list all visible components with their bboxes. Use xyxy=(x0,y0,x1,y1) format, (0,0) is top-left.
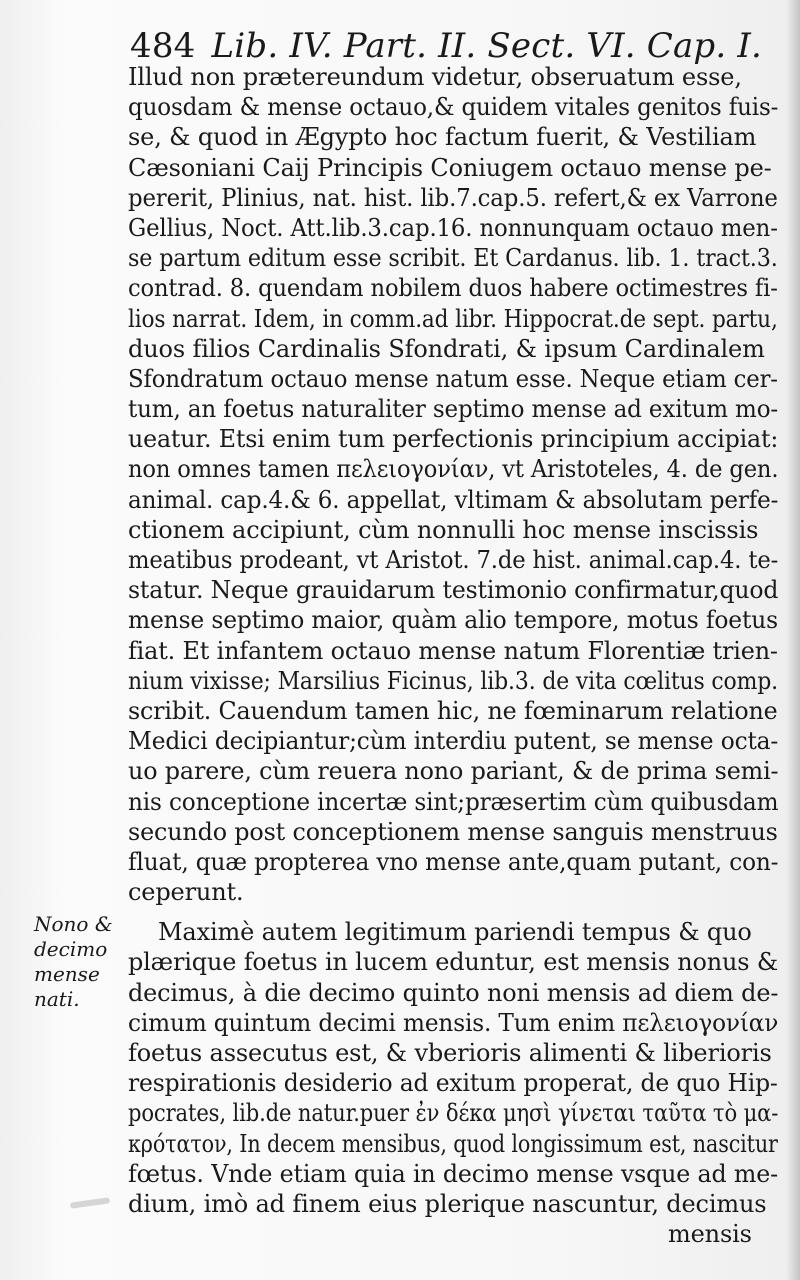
text-line: uo parere, cùm reuera nono pariant, & de prima semi- xyxy=(128,757,779,786)
margin-note xyxy=(34,912,134,1012)
text-line: fluat, quæ propterea vno mense ante,quam putant, con- xyxy=(128,847,779,876)
text-line: scribit. Cauendum tamen hic, ne fœminarum relatione xyxy=(128,696,778,725)
text-line: foetus assecutus est, & vberioris alimenti & liberioris xyxy=(128,1039,772,1067)
text-line: non omnes tamen πελειογονίαν, vt Aristoteles, 4. de gen. xyxy=(128,455,779,484)
paragraph-gap xyxy=(128,907,778,917)
text-line: statur. Neque grauidarum testimonio confirmatur,quod xyxy=(128,576,779,605)
text-line: Medici decipiantur;cùm interdiu putent, se mense octa- xyxy=(128,727,779,756)
text-line: κρότατον, In decem mensibus, quod longissimum est, nascitur xyxy=(128,1129,778,1158)
text-line: se, & quod in Ægypto hoc factum fuerit, & Vestiliam xyxy=(128,123,757,152)
text-line: ctionem accipiunt, cùm nonnulli hoc mense inscissis xyxy=(128,515,759,544)
text-line: ceperunt. xyxy=(128,878,244,907)
text-line: duos filios Cardinalis Sfondrati, & ipsum Cardinalem xyxy=(128,334,765,363)
text-line: animal. cap.4.& 6. appellat, vltimam & absolutam perfe- xyxy=(128,485,779,514)
text-line: meatibus prodeant, vt Aristot. 7.de hist. animal.cap.4. te- xyxy=(128,546,779,574)
text-line: mense septimo maior, quàm alio tempore, motus foetus xyxy=(128,606,778,635)
page-edge-shadow xyxy=(786,0,800,1280)
paragraph-1 xyxy=(128,62,778,907)
text-line: Gellius, Noct. Att.lib.3.cap.16. nonnunquam octauo men- xyxy=(128,213,778,242)
margin-note-line: nati. xyxy=(34,987,80,1011)
margin-note-line: decimo xyxy=(34,937,108,961)
text-line: ueatur. Etsi enim tum perfectionis principium accipiat: xyxy=(128,425,779,454)
text-line: secundo post conceptionem mense sanguis menstruus xyxy=(128,817,778,846)
text-line: mensis xyxy=(668,1220,752,1249)
text-line: Maximè autem legitimum pariendi tempus & quo xyxy=(158,918,752,947)
text-line: fiat. Et infantem octauo mense natum Florentiæ trien- xyxy=(128,636,778,665)
text-line: decimus, à die decimo quinto noni mensis ad diem de- xyxy=(128,978,779,1007)
running-title: Lib. IV. Part. II. Sect. VI. Cap. I. xyxy=(211,26,763,66)
text-line: respirationis desiderio ad exitum properat, de quo Hip- xyxy=(128,1069,778,1098)
text-line: cimum quintum decimi mensis. Tum enim πελειογονίαν xyxy=(128,1008,779,1037)
text-line: Cæsoniani Caij Principis Coniugem octauo mense pe- xyxy=(128,153,772,182)
margin-note-line: mense xyxy=(34,962,100,986)
ink-smudge xyxy=(70,1197,110,1209)
page-number: 484 xyxy=(130,26,196,66)
text-line: nis conceptione incertæ sint;præsertim cùm quibusdam xyxy=(128,787,779,816)
paragraph-2 xyxy=(128,917,778,1249)
text-line: Sfondratum octauo mense natum esse. Neque etiam cer- xyxy=(128,364,778,393)
text-line: plærique foetus in lucem eduntur, est mensis nonus & xyxy=(128,948,779,977)
text-line: se partum editum esse scribit. Et Cardanus. lib. 1. tract.3. xyxy=(128,244,778,273)
text-line: nium vixisse; Marsilius Ficinus, lib.3. de vita cœlitus comp. xyxy=(128,666,778,695)
text-line: Illud non prætereundum videtur, obseruatum esse, xyxy=(128,63,742,91)
margin-note-line: Nono & xyxy=(34,912,113,936)
text-line: contrad. 8. quendam nobilem duos habere octimestres fi- xyxy=(128,274,778,303)
text-line: tum, an foetus naturaliter septimo mense ad exitum mo- xyxy=(128,395,779,424)
text-line: fœtus. Vnde etiam quia in decimo mense vsque ad me- xyxy=(128,1159,779,1188)
text-line: pocrates, lib.de natur.puer ἐν δέκα μησὶ γίνεται ταῦτα τὸ μα- xyxy=(128,1099,779,1128)
text-line: quosdam & mense octauo,& quidem vitales genitos fuis- xyxy=(128,93,779,122)
text-line: pererit, Plinius, nat. hist. lib.7.cap.5. refert,& ex Varrone xyxy=(128,183,778,212)
body-text xyxy=(128,62,778,1249)
text-line: lios narrat. Idem, in comm.ad libr. Hippocrat.de sept. partu, xyxy=(128,304,778,333)
text-line: dium, imò ad finem eius plerique nascuntur, decimus xyxy=(128,1189,767,1218)
